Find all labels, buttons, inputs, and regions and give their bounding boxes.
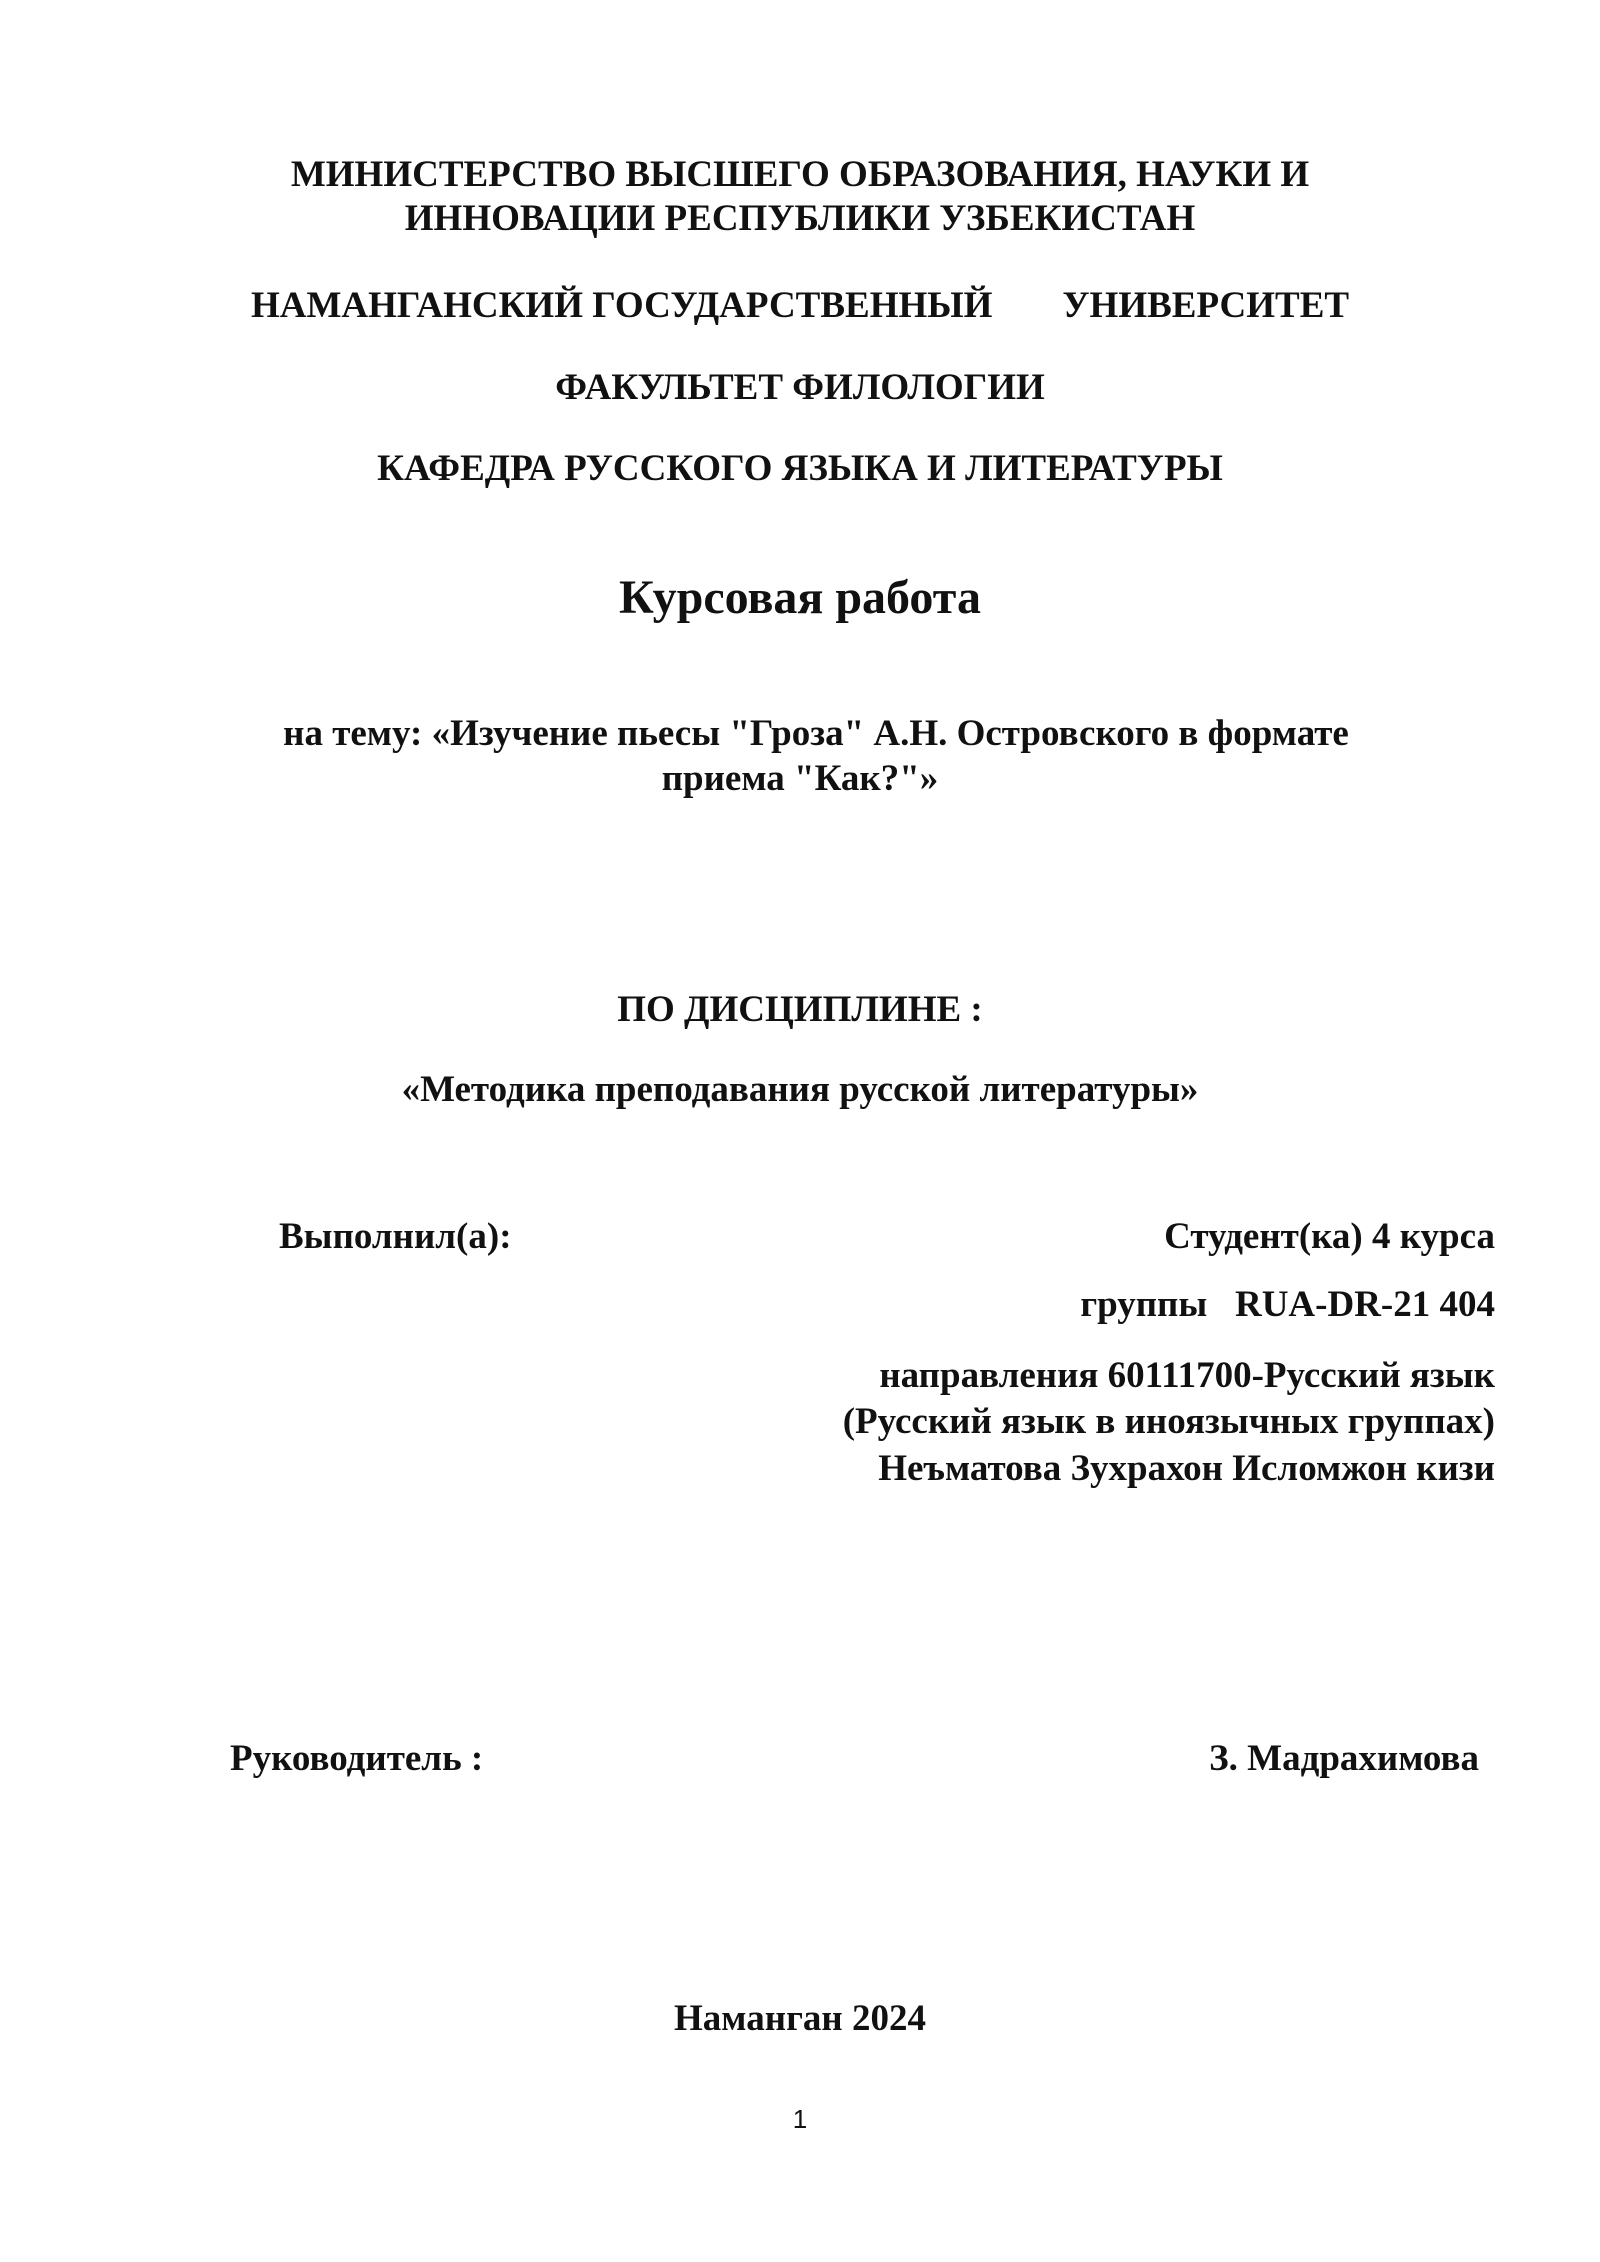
ministry-line-2: ИННОВАЦИИ РЕСПУБЛИКИ УЗБЕКИСТАН [404, 198, 1196, 239]
author-specialization: (Русский язык в иноязычных группах) [842, 1401, 1495, 1442]
discipline-name: «Методика преподавания русской литературы» [401, 1069, 1199, 1110]
work-title: Курсовая работа [619, 571, 981, 624]
author-course: Студент(ка) 4 курса [1164, 1216, 1495, 1257]
university-name [0, 284, 1600, 328]
author-name: Неъматова Зухрахон Исломжон кизи [878, 1448, 1495, 1489]
ministry-line-1: МИНИСТЕРСТВО ВЫСШЕГО ОБРАЗОВАНИЯ, НАУКИ И [290, 154, 1310, 195]
author-label: Выполнил(а): [279, 1216, 512, 1257]
supervisor-label: Руководитель : [230, 1738, 484, 1779]
city-year: Наманган 2024 [674, 1998, 926, 2039]
supervisor-name: З. Мадрахимова [1209, 1738, 1479, 1779]
discipline-heading: ПО ДИСЦИПЛИНЕ : [617, 989, 983, 1030]
topic-line-2: приема "Как?"» [661, 758, 939, 799]
department-name: КАФЕДРА РУССКОГО ЯЗЫКА И ЛИТЕРАТУРЫ [377, 448, 1223, 489]
page-number: 1 [792, 2104, 808, 2134]
topic-line-1: на тему: «Изучение пьесы "Гроза" А.Н. Островского в формате [283, 713, 1349, 754]
university-name-part-1: НАМАНГАНСКИЙ ГОСУДАРСТВЕННЫЙ [250, 285, 993, 326]
faculty-name: ФАКУЛЬТЕТ ФИЛОЛОГИИ [555, 367, 1045, 408]
university-name-part-2: УНИВЕРСИТЕТ [1062, 285, 1350, 326]
author-group: группы RUA-DR-21 404 [1080, 1284, 1495, 1325]
author-direction: направления 60111700-Русский язык [879, 1355, 1495, 1396]
